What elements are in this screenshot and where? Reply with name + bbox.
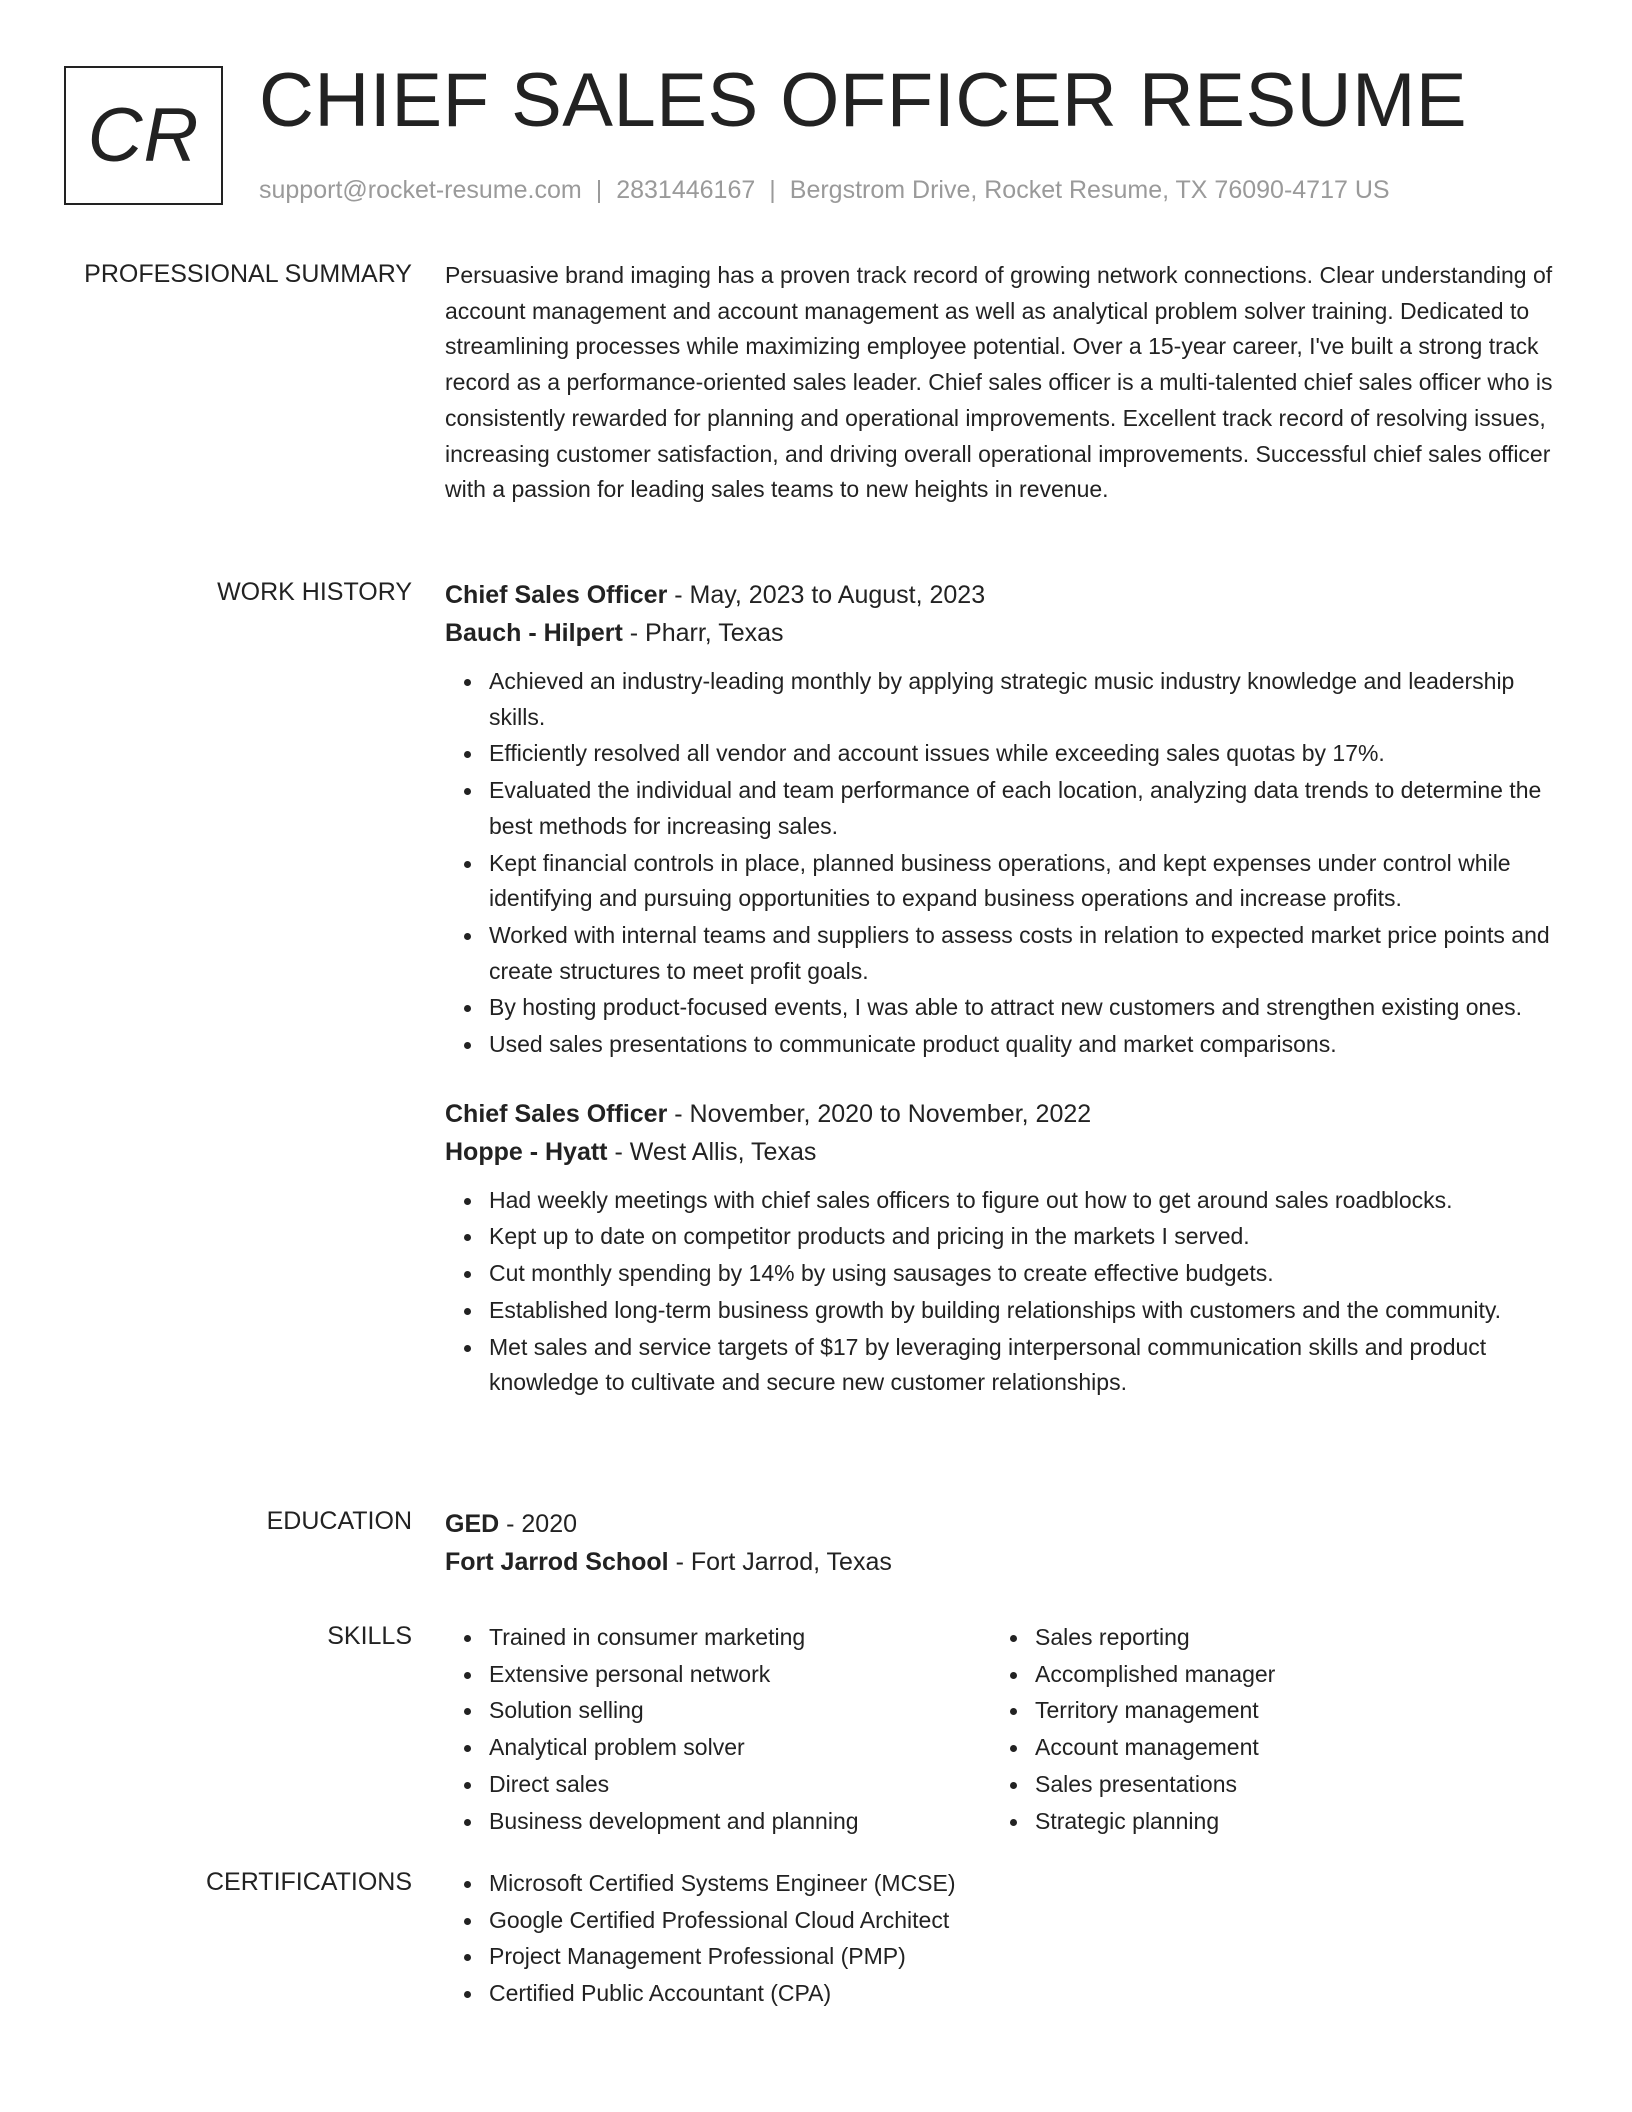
- certifications-list: [445, 1866, 1555, 2012]
- job-title-line: [445, 576, 1555, 614]
- skill-item: Accomplished manager: [1035, 1657, 1491, 1693]
- skill-item: Strategic planning: [1035, 1804, 1491, 1840]
- section-label-skills: SKILLS: [327, 1622, 412, 1650]
- certification-item: Certified Public Accountant (CPA): [489, 1976, 1555, 2012]
- job-bullet: Had weekly meetings with chief sales officers to figure out how to get around sales roadblocks.: [489, 1183, 1555, 1219]
- certification-item: Project Management Professional (PMP): [489, 1939, 1555, 1975]
- job-bullet: Cut monthly spending by 14% by using sausages to create effective budgets.: [489, 1256, 1555, 1292]
- job-company-line: [445, 614, 1555, 652]
- education-year: - 2020: [499, 1510, 578, 1538]
- education-degree-line: [445, 1505, 1555, 1543]
- certification-item: Microsoft Certified Systems Engineer (MCSE): [489, 1866, 1555, 1902]
- contact-separator: |: [769, 176, 776, 204]
- job-bullet: Kept up to date on competitor products and pricing in the markets I served.: [489, 1219, 1555, 1255]
- contact-email[interactable]: support@rocket-resume.com: [259, 176, 582, 204]
- job-bullet: Met sales and service targets of $17 by leveraging interpersonal communication skills and product knowledge to cultivate and secure new customer relationships.: [489, 1330, 1555, 1401]
- contact-address: Bergstrom Drive, Rocket Resume, TX 76090-4717 US: [789, 176, 1390, 204]
- skill-item: Trained in consumer marketing: [489, 1620, 991, 1656]
- skill-item: Account management: [1035, 1730, 1491, 1766]
- job-bullet-list: [445, 664, 1555, 1063]
- job-title: Chief Sales Officer: [445, 1099, 668, 1128]
- job-title: Chief Sales Officer: [445, 581, 668, 609]
- job-bullet-list: [445, 1183, 1555, 1401]
- education-school: Fort Jarrod School: [445, 1548, 669, 1576]
- job-bullet: Worked with internal teams and suppliers to assess costs in relation to expected market price points and create structures to meet profit goals.: [489, 918, 1555, 989]
- contact-separator: |: [595, 176, 603, 204]
- contact-line: [259, 174, 1390, 206]
- job-bullet: Evaluated the individual and team performance of each location, analyzing data trends to determine the best methods for increasing sales.: [489, 773, 1555, 844]
- job-bullet: Used sales presentations to communicate product quality and market comparisons.: [489, 1027, 1555, 1063]
- job-location: - West Allis, Texas: [607, 1137, 817, 1166]
- summary-text: Persuasive brand imaging has a proven track record of growing network connections. Clear understanding of account management and account management as well as analytical problem solver training. Dedicated to streamlining processes while maximizing employee potential. Over a 15-year career, I've built a strong track record as a performance-oriented sales leader. Chief sales officer is a multi-talented chief sales officer who is consistently rewarded for planning and operational improvements. Excellent track record of resolving issues, increasing customer satisfaction, and driving overall operational improvements. Successful chief sales officer with a passion for leading sales teams to new heights in revenue.: [445, 262, 1553, 503]
- skill-item: Analytical problem solver: [489, 1730, 991, 1766]
- job-title-line: [445, 1095, 1555, 1133]
- job-location: - Pharr, Texas: [622, 619, 784, 647]
- job-bullet: Kept financial controls in place, planned business operations, and kept expenses under control while identifying and pursuing opportunities to expand business operations and increase profits.: [489, 846, 1555, 917]
- job-company: Hoppe - Hyatt: [445, 1137, 608, 1166]
- section-label-education: EDUCATION: [266, 1507, 412, 1535]
- certification-item: Google Certified Professional Cloud Architect: [489, 1903, 1555, 1939]
- skill-item: Territory management: [1035, 1693, 1491, 1729]
- skill-item: Solution selling: [489, 1693, 991, 1729]
- section-label-certifications: CERTIFICATIONS: [205, 1868, 412, 1896]
- skills-list-left: [445, 1620, 991, 1839]
- section-label-work-history: WORK HISTORY: [217, 578, 412, 606]
- section-label-summary: PROFESSIONAL SUMMARY: [84, 260, 412, 288]
- education-location: - Fort Jarrod, Texas: [668, 1548, 892, 1576]
- monogram-logo: CR: [64, 66, 223, 205]
- job-company: Bauch - Hilpert: [445, 619, 623, 647]
- skills-list-right: [991, 1620, 1491, 1839]
- job-dates: - November, 2020 to November, 2022: [667, 1099, 1092, 1128]
- job-bullet: Established long-term business growth by building relationships with customers and the community.: [489, 1293, 1555, 1329]
- contact-phone[interactable]: 2831446167: [616, 176, 756, 204]
- job-company-line: [445, 1133, 1555, 1171]
- education-degree: GED: [445, 1510, 500, 1538]
- job-bullet: By hosting product-focused events, I was able to attract new customers and strengthen existing ones.: [489, 990, 1555, 1026]
- job-bullet: Achieved an industry-leading monthly by applying strategic music industry knowledge and leadership skills.: [489, 664, 1555, 735]
- resume-title: CHIEF SALES OFFICER RESUME: [259, 58, 1468, 143]
- education-school-line: [445, 1543, 1555, 1581]
- skill-item: Sales presentations: [1035, 1767, 1491, 1803]
- skill-item: Sales reporting: [1035, 1620, 1491, 1656]
- job-entry: [445, 1095, 1555, 1401]
- skill-item: Business development and planning: [489, 1804, 991, 1840]
- skill-item: Extensive personal network: [489, 1657, 991, 1693]
- skill-item: Direct sales: [489, 1767, 991, 1803]
- job-entry: [445, 576, 1555, 1063]
- job-bullet: Efficiently resolved all vendor and account issues while exceeding sales quotas by 17%.: [489, 736, 1555, 772]
- job-dates: - May, 2023 to August, 2023: [667, 581, 986, 609]
